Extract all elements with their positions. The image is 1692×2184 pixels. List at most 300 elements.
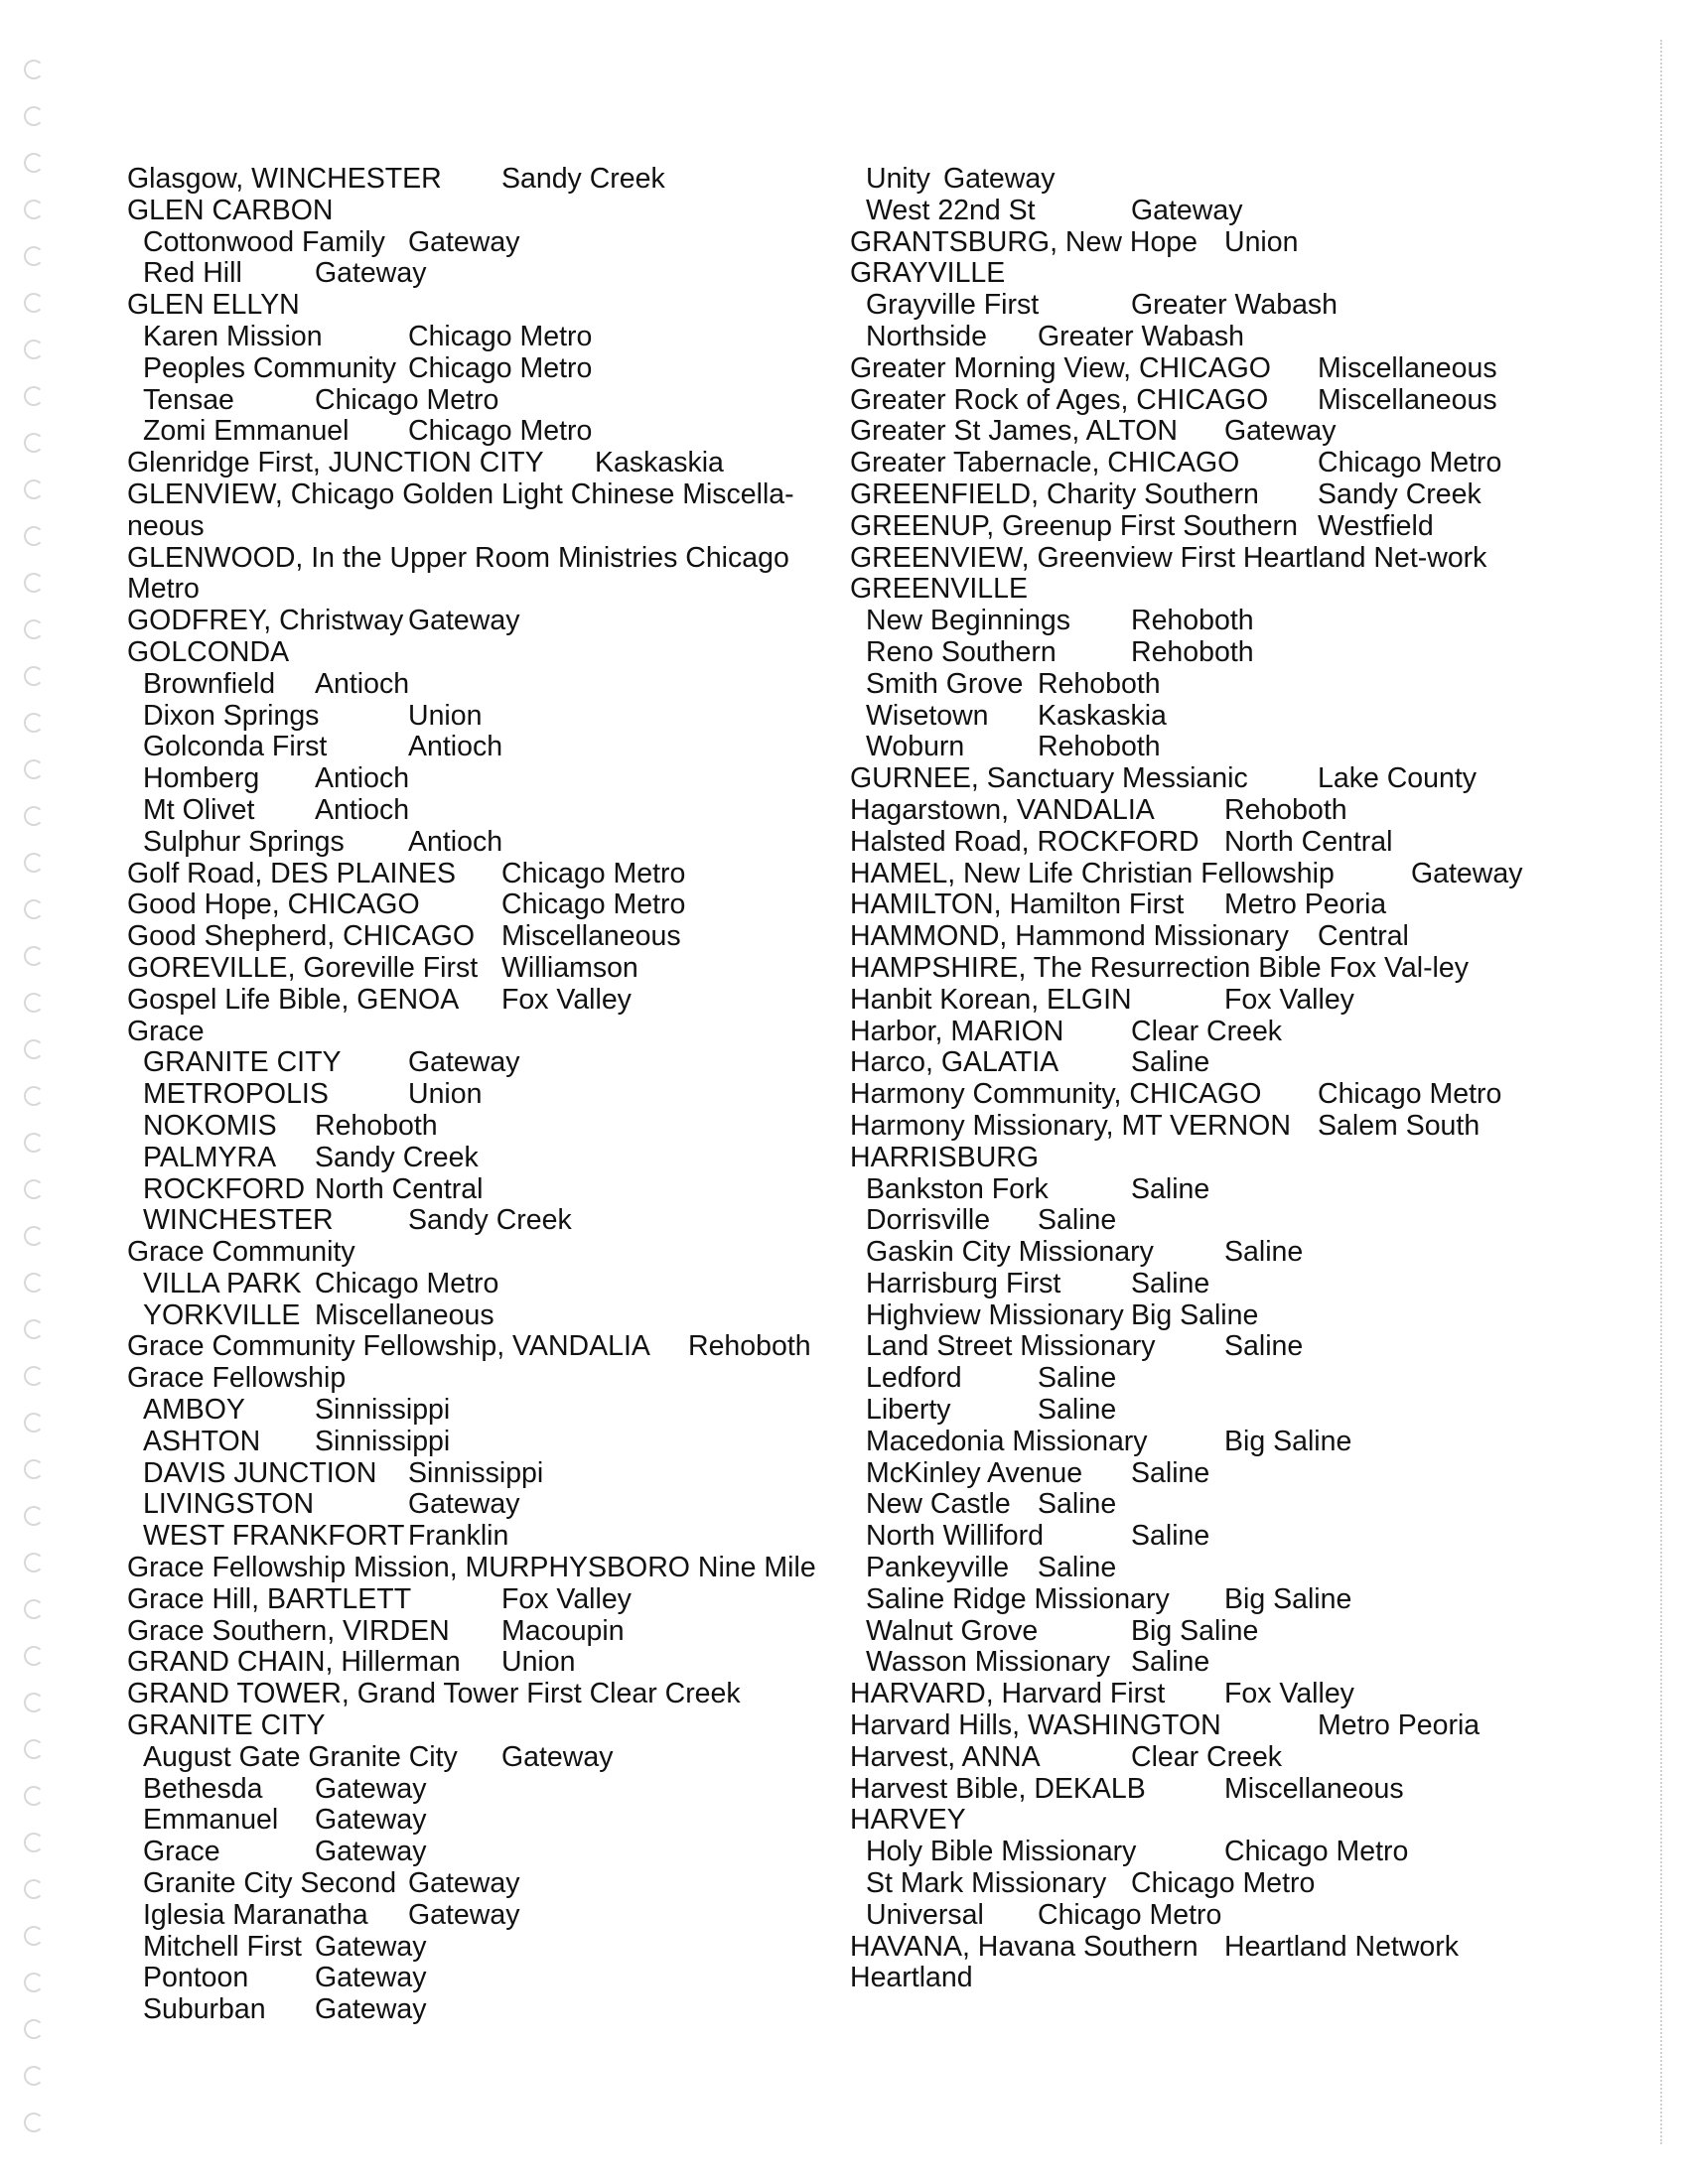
association-name: Union — [501, 1646, 576, 1679]
church-location: Greater Morning View, CHICAGO — [850, 351, 1271, 384]
church-location: GRANITE CITY — [143, 1046, 342, 1079]
association-name: Gateway — [315, 1962, 427, 1994]
association-name: Fox Valley — [501, 983, 632, 1016]
association-name: Miscellaneous — [1318, 383, 1497, 416]
church-location: GRANITE CITY — [127, 1709, 326, 1742]
punch-hole-mark — [24, 1179, 44, 1199]
association-name: Sinnissippi — [315, 1394, 451, 1427]
church-location: Bethesda — [143, 1772, 263, 1805]
punch-hole-mark — [24, 153, 44, 173]
directory-entry — [850, 1584, 1545, 1616]
church-location: Glasgow, WINCHESTER — [127, 163, 442, 195]
directory-entry — [127, 921, 822, 953]
church-location: Holy Bible Missionary — [866, 1836, 1137, 1868]
church-location: HARRISBURG — [850, 1141, 1040, 1173]
directory-entry — [127, 859, 822, 890]
church-location: DAVIS JUNCTION — [143, 1456, 377, 1489]
association-name: Fox Valley — [1224, 1678, 1354, 1710]
association-name: Greater Wabash — [1131, 289, 1339, 322]
directory-entry — [850, 795, 1545, 827]
directory-entry — [850, 353, 1545, 385]
directory-entry — [127, 227, 822, 259]
association-name: Franklin — [408, 1520, 509, 1553]
punch-hole-mark — [24, 899, 44, 919]
church-location: Golconda First — [143, 731, 328, 763]
church-location: Zomi Emmanuel — [143, 415, 350, 448]
church-location: AMBOY — [143, 1394, 245, 1427]
directory-entry — [127, 1363, 822, 1395]
association-name: Chicago Metro — [408, 351, 593, 384]
church-location: Reno Southern — [866, 635, 1057, 668]
punch-hole-mark — [24, 713, 44, 733]
directory-entry — [127, 732, 822, 763]
association-name: Gateway — [408, 1046, 520, 1079]
directory-entry — [127, 1553, 822, 1584]
directory-entry — [850, 1805, 1545, 1837]
association-name: Gateway — [943, 163, 1056, 195]
directory-entry — [850, 1710, 1545, 1742]
directory-entry — [127, 353, 822, 385]
church-location: Brownfield — [143, 667, 276, 700]
punch-hole-mark — [24, 946, 44, 966]
association-name: Saline — [1131, 1172, 1210, 1205]
directory-entry — [850, 416, 1545, 448]
church-location: Grayville First — [866, 289, 1040, 322]
directory-entry — [850, 1489, 1545, 1521]
church-location: Hagarstown, VANDALIA — [850, 793, 1155, 826]
church-location: Mitchell First — [143, 1930, 302, 1963]
punch-hole-mark — [24, 1506, 44, 1526]
association-name: Sandy Creek — [315, 1141, 479, 1173]
directory-entry — [850, 1458, 1545, 1490]
association-name: Antioch — [315, 762, 410, 795]
church-location: HAMPSHIRE, The Resurrection Bible Fox Val-ley — [850, 951, 1469, 984]
association-name: Saline — [1038, 1552, 1117, 1584]
directory-entry — [850, 1331, 1545, 1363]
church-location: GOLCONDA — [127, 635, 290, 668]
directory-entry — [127, 290, 822, 322]
association-name: Gateway — [315, 257, 427, 290]
punch-hole-mark — [24, 993, 44, 1013]
association-name: Gateway — [408, 225, 520, 258]
association-name: Antioch — [408, 825, 503, 858]
church-location: August Gate Granite City — [143, 1740, 458, 1773]
punch-hole-mark — [24, 526, 44, 546]
church-location: Halsted Road, ROCKFORD — [850, 825, 1199, 858]
directory-entry — [127, 985, 822, 1017]
church-location: Harrisburg First — [866, 1267, 1061, 1299]
church-location: METROPOLIS — [143, 1078, 329, 1111]
church-location: GLEN CARBON — [127, 194, 334, 226]
association-name: Gateway — [408, 1867, 520, 1900]
church-location: GLEN ELLYN — [127, 289, 300, 322]
association-name: Chicago Metro — [408, 415, 593, 448]
directory-entry — [127, 1837, 822, 1868]
directory-entry — [850, 290, 1545, 322]
punch-hole-mark — [24, 340, 44, 359]
directory-entry — [127, 385, 822, 417]
directory-entry — [850, 1868, 1545, 1900]
church-location: West 22nd St — [866, 194, 1036, 226]
directory-entry — [850, 1742, 1545, 1774]
church-location: Liberty — [866, 1394, 951, 1427]
church-location: Cottonwood Family — [143, 225, 385, 258]
punch-hole-mark — [24, 1879, 44, 1899]
church-location: GOREVILLE, Goreville First — [127, 951, 479, 984]
punch-hole-mark — [24, 619, 44, 639]
directory-entry — [127, 1868, 822, 1900]
church-location: GLENWOOD, In the Upper Room Ministries Chicago Metro — [127, 541, 789, 606]
directory-entry — [127, 1174, 822, 1206]
directory-entry — [127, 1963, 822, 1994]
church-location: LIVINGSTON — [143, 1488, 315, 1521]
directory-entry — [127, 1111, 822, 1143]
church-location: Woburn — [866, 731, 965, 763]
punch-hole-mark — [24, 479, 44, 499]
directory-entry — [127, 763, 822, 795]
church-location: GREENFIELD, Charity Southern — [850, 478, 1259, 510]
directory-entry — [850, 511, 1545, 543]
association-name: Rehoboth — [688, 1330, 811, 1363]
association-name: Gateway — [315, 1804, 427, 1837]
punch-hole-mark — [24, 1273, 44, 1293]
church-location: Ledford — [866, 1362, 962, 1395]
church-location: Red Hill — [143, 257, 242, 290]
directory-entry — [850, 827, 1545, 859]
directory-entry — [127, 1205, 822, 1237]
church-location: HAMEL, New Life Christian Fellowship — [850, 857, 1335, 889]
church-location: Greater Tabernacle, CHICAGO — [850, 447, 1240, 479]
directory-entry — [850, 1900, 1545, 1932]
association-name: Fox Valley — [501, 1582, 632, 1615]
association-name: Miscellaneous — [1318, 351, 1497, 384]
church-location: Homberg — [143, 762, 260, 795]
church-location: Suburban — [143, 1993, 266, 2026]
punch-hole-mark — [24, 433, 44, 453]
church-location: Glenridge First, JUNCTION CITY — [127, 447, 544, 479]
church-location: HAVANA, Havana Southern — [850, 1930, 1198, 1963]
directory-entry — [127, 1900, 822, 1932]
punch-hole-mark — [24, 666, 44, 686]
scan-edge — [1660, 40, 1670, 2144]
directory-entry — [127, 1300, 822, 1332]
association-name: Central — [1318, 920, 1409, 953]
directory-entry — [127, 1679, 822, 1710]
church-location: GODFREY, Christway — [127, 605, 404, 637]
punch-hole-mark — [24, 293, 44, 313]
church-location: VILLA PARK — [143, 1267, 302, 1299]
punch-hole-mark — [24, 1413, 44, 1433]
church-location: Harmony Missionary, MT VERNON — [850, 1109, 1291, 1142]
directory-entry — [127, 606, 822, 637]
punch-hole-mark — [24, 1833, 44, 1852]
directory-entry — [127, 543, 822, 607]
directory-entry — [850, 196, 1545, 227]
association-name: Saline — [1038, 1394, 1117, 1427]
directory-entry — [127, 953, 822, 985]
association-name: Saline — [1038, 1204, 1117, 1237]
association-name: Big Saline — [1224, 1425, 1352, 1457]
church-location: Grace Community — [127, 1236, 355, 1269]
association-name: Chicago Metro — [1131, 1867, 1316, 1900]
directory-entry — [850, 1111, 1545, 1143]
directory-column-left — [127, 164, 822, 2026]
punch-hole-mark — [24, 1319, 44, 1339]
directory-entry — [127, 1647, 822, 1679]
directory-entry — [127, 1395, 822, 1427]
directory-entry — [127, 1331, 822, 1363]
punch-hole-mark — [24, 106, 44, 126]
punch-hole-mark — [24, 246, 44, 266]
church-location: Karen Mission — [143, 320, 323, 352]
church-location: McKinley Avenue — [866, 1456, 1083, 1489]
church-location: Emmanuel — [143, 1804, 279, 1837]
directory-entry — [850, 227, 1545, 259]
association-name: Clear Creek — [1131, 1015, 1283, 1047]
punch-hole-mark — [24, 200, 44, 219]
directory-entry — [850, 1143, 1545, 1174]
punch-hole-mark — [24, 1553, 44, 1572]
punch-hole-mark — [24, 1133, 44, 1153]
association-name: Macoupin — [501, 1614, 625, 1647]
church-location: WEST FRANKFORT — [143, 1520, 405, 1553]
association-name: Williamson — [501, 951, 638, 984]
association-name: Salem South — [1318, 1109, 1480, 1142]
directory-entry — [850, 859, 1545, 890]
directory-entry — [850, 1647, 1545, 1679]
directory-entry — [127, 479, 822, 543]
church-location: GREENVILLE — [850, 573, 1028, 606]
directory-entry — [850, 1363, 1545, 1395]
association-name: Saline — [1224, 1330, 1304, 1363]
punch-hole-mark — [24, 759, 44, 779]
directory-entry — [850, 543, 1545, 575]
directory-entry — [127, 1805, 822, 1837]
church-location: Dixon Springs — [143, 699, 320, 732]
association-name: Saline — [1131, 1267, 1210, 1299]
association-name: Rehoboth — [315, 1109, 438, 1142]
directory-entry — [850, 1521, 1545, 1553]
church-location: Harvest, ANNA — [850, 1740, 1041, 1773]
church-location: Pontoon — [143, 1962, 249, 1994]
church-location: Highview Missionary — [866, 1298, 1124, 1331]
association-name: Kaskaskia — [1038, 699, 1167, 732]
directory-entry — [850, 1427, 1545, 1458]
directory-entry — [127, 637, 822, 669]
association-name: Saline — [1131, 1046, 1210, 1079]
punch-hole-mark — [24, 1366, 44, 1386]
directory-entry — [127, 1742, 822, 1774]
directory-entry — [127, 1458, 822, 1490]
church-location: HARVARD, Harvard First — [850, 1678, 1166, 1710]
association-name: Heartland Network — [1224, 1930, 1460, 1963]
directory-entry — [127, 701, 822, 733]
church-location: GRAND TOWER, Grand Tower First Clear Creek — [127, 1678, 741, 1710]
association-name: Gateway — [315, 1836, 427, 1868]
church-location: Universal — [866, 1898, 984, 1931]
church-location: Wisetown — [866, 699, 989, 732]
directory-entry — [127, 1427, 822, 1458]
church-location: Good Shepherd, CHICAGO — [127, 920, 476, 953]
directory-entry — [850, 606, 1545, 637]
church-location: ASHTON — [143, 1425, 261, 1457]
church-location: GREENVIEW, Greenview First Heartland Net-work — [850, 541, 1487, 574]
punch-hole-mark — [24, 573, 44, 593]
church-location: Harvest Bible, DEKALB — [850, 1772, 1146, 1805]
directory-entry — [850, 574, 1545, 606]
church-location: Grace — [127, 1015, 205, 1047]
punch-hole-mark — [24, 2113, 44, 2132]
punch-hole-mark — [24, 1739, 44, 1759]
directory-entry — [850, 1017, 1545, 1048]
association-name: Rehoboth — [1224, 793, 1347, 826]
association-name: Gateway — [315, 1772, 427, 1805]
punch-hole-mark — [24, 853, 44, 873]
directory-entry — [850, 921, 1545, 953]
church-location: Grace Southern, VIRDEN — [127, 1614, 450, 1647]
directory-entry — [127, 1079, 822, 1111]
association-name: North Central — [315, 1172, 484, 1205]
church-location: Greater St James, ALTON — [850, 415, 1178, 448]
association-name: Clear Creek — [1131, 1740, 1283, 1773]
church-location: ROCKFORD — [143, 1172, 306, 1205]
church-location: GURNEE, Sanctuary Messianic — [850, 762, 1248, 795]
church-location: HAMILTON, Hamilton First — [850, 888, 1185, 921]
church-location: Grace Fellowship Mission, MURPHYSBORO Nine Mile — [127, 1552, 816, 1584]
church-location: Granite City Second — [143, 1867, 397, 1900]
church-location: YORKVILLE — [143, 1298, 301, 1331]
directory-entry — [850, 258, 1545, 290]
directory-entry — [127, 196, 822, 227]
punch-hole-mark — [24, 60, 44, 79]
punch-hole-mark — [24, 1926, 44, 1946]
directory-entry — [127, 1932, 822, 1964]
association-name: Gateway — [1131, 194, 1243, 226]
association-name: Kaskaskia — [595, 447, 724, 479]
association-name: Miscellaneous — [1224, 1772, 1404, 1805]
church-location: Good Hope, CHICAGO — [127, 888, 420, 921]
directory-entry — [850, 1932, 1545, 1964]
directory-entry — [850, 1205, 1545, 1237]
punch-hole-mark — [24, 1226, 44, 1246]
directory-entry — [850, 1174, 1545, 1206]
punch-hole-mark — [24, 1786, 44, 1806]
directory-entry — [850, 1963, 1545, 1994]
association-name: Saline — [1131, 1646, 1210, 1679]
church-location: New Beginnings — [866, 605, 1070, 637]
church-location: Grace Community Fellowship, VANDALIA — [127, 1330, 650, 1363]
directory-entry — [127, 1047, 822, 1079]
association-name: Greater Wabash — [1038, 320, 1245, 352]
directory-entry — [850, 1237, 1545, 1269]
church-location: Wasson Missionary — [866, 1646, 1111, 1679]
punch-hole-mark — [24, 1973, 44, 1992]
directory-entry — [850, 479, 1545, 511]
church-location: Tensae — [143, 383, 234, 416]
church-location: HARVEY — [850, 1804, 966, 1837]
association-name: Saline — [1038, 1362, 1117, 1395]
church-location: Peoples Community — [143, 351, 397, 384]
church-location: HAMMOND, Hammond Missionary — [850, 920, 1289, 953]
church-location: St Mark Missionary — [866, 1867, 1107, 1900]
directory-entry — [127, 1489, 822, 1521]
church-location: Greater Rock of Ages, CHICAGO — [850, 383, 1269, 416]
association-name: Fox Valley — [1224, 983, 1354, 1016]
church-location: NOKOMIS — [143, 1109, 277, 1142]
association-name: Chicago Metro — [1318, 1078, 1502, 1111]
association-name: North Central — [1224, 825, 1393, 858]
punch-hole-mark — [24, 1646, 44, 1666]
association-name: Big Saline — [1131, 1614, 1259, 1647]
directory-entry — [127, 1584, 822, 1616]
association-name: Sinnissippi — [315, 1425, 451, 1457]
church-location: Walnut Grove — [866, 1614, 1039, 1647]
association-name: Antioch — [315, 793, 410, 826]
directory-entry — [850, 322, 1545, 353]
church-location: GLENVIEW, Chicago Golden Light Chinese Miscella-neous — [127, 478, 794, 542]
association-name: Miscellaneous — [315, 1298, 494, 1331]
church-location: Unity — [866, 163, 930, 195]
directory-entry — [127, 448, 822, 479]
directory-entry — [127, 164, 822, 196]
church-location: Bankston Fork — [866, 1172, 1049, 1205]
church-location: GRAYVILLE — [850, 257, 1006, 290]
directory-entry — [127, 669, 822, 701]
directory-entry — [127, 1710, 822, 1742]
church-location: Land Street Missionary — [866, 1330, 1156, 1363]
directory-entry — [850, 1774, 1545, 1806]
directory-entry — [850, 669, 1545, 701]
association-name: Sandy Creek — [1318, 478, 1481, 510]
association-name: Chicago Metro — [1038, 1898, 1222, 1931]
directory-entry — [850, 985, 1545, 1017]
church-location: Grace Fellowship — [127, 1362, 347, 1395]
directory-entry — [850, 1079, 1545, 1111]
directory-column-right — [850, 164, 1545, 1994]
church-location: Mt Olivet — [143, 793, 255, 826]
directory-entry — [850, 1300, 1545, 1332]
directory-entry — [850, 1047, 1545, 1079]
association-name: Saline — [1224, 1236, 1304, 1269]
association-name: Sandy Creek — [408, 1204, 572, 1237]
directory-entry — [127, 416, 822, 448]
church-location: GRAND CHAIN, Hillerman — [127, 1646, 461, 1679]
church-location: Grace Hill, BARTLETT — [127, 1582, 412, 1615]
association-name: Miscellaneous — [501, 920, 681, 953]
church-location: Hanbit Korean, ELGIN — [850, 983, 1132, 1016]
punch-hole-mark — [24, 806, 44, 826]
directory-entry — [127, 1143, 822, 1174]
church-location: Macedonia Missionary — [866, 1425, 1148, 1457]
directory-entry — [850, 953, 1545, 985]
church-location: PALMYRA — [143, 1141, 277, 1173]
church-location: GREENUP, Greenup First Southern — [850, 509, 1298, 542]
directory-entry — [850, 164, 1545, 196]
directory-entry — [127, 1774, 822, 1806]
association-name: Rehoboth — [1131, 635, 1254, 668]
association-name: Lake County — [1318, 762, 1478, 795]
directory-entry — [127, 1994, 822, 2026]
directory-entry — [850, 889, 1545, 921]
church-location: Smith Grove — [866, 667, 1024, 700]
association-name: Gateway — [408, 605, 520, 637]
church-location: Saline Ridge Missionary — [866, 1582, 1170, 1615]
church-location: Harmony Community, CHICAGO — [850, 1078, 1262, 1111]
association-name: Saline — [1131, 1456, 1210, 1489]
church-location: Dorrisville — [866, 1204, 991, 1237]
association-name: Antioch — [315, 667, 410, 700]
association-name: Gateway — [315, 1993, 427, 2026]
